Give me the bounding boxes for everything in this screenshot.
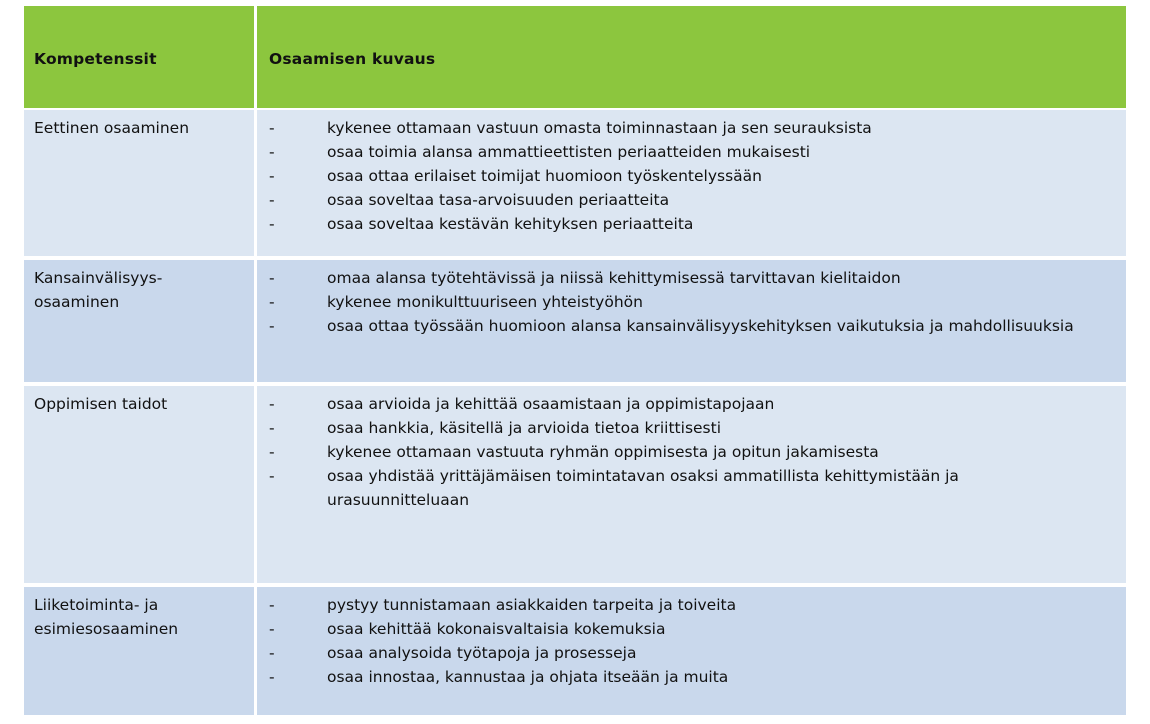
table-row bbox=[24, 256, 1126, 382]
item-text: kykenee monikulttuuriseen yhteistyöhön bbox=[327, 293, 643, 311]
list-item bbox=[269, 140, 1126, 164]
bullet-dash: - bbox=[269, 467, 275, 485]
item-text: osaa soveltaa tasa-arvoisuuden periaatteita bbox=[327, 191, 670, 209]
list-item bbox=[269, 392, 1126, 416]
list-item bbox=[269, 314, 1126, 338]
bullet-dash: - bbox=[269, 644, 275, 662]
bullet-dash: - bbox=[269, 293, 275, 311]
description-cell bbox=[254, 587, 1126, 715]
list-item bbox=[269, 593, 1126, 617]
bullet-dash: - bbox=[269, 395, 275, 413]
table-row bbox=[24, 108, 1126, 256]
item-text: kykenee ottamaan vastuun omasta toiminnastaan ja sen seurauksista bbox=[327, 119, 872, 137]
table-header-row bbox=[24, 6, 1126, 108]
item-text: osaa hankkia, käsitellä ja arvioida tietoa kriittisesti bbox=[327, 419, 722, 437]
list-item bbox=[269, 641, 1126, 665]
bullet-dash: - bbox=[269, 167, 275, 185]
description-cell bbox=[254, 386, 1126, 583]
table-row bbox=[24, 583, 1126, 715]
description-cell bbox=[254, 260, 1126, 382]
list-item bbox=[269, 266, 1126, 290]
bullet-dash: - bbox=[269, 668, 275, 686]
bullet-dash: - bbox=[269, 620, 275, 638]
competence-label: Kansainvälisyys- osaaminen bbox=[34, 269, 163, 311]
item-text: osaa yhdistää yrittäjämäisen toimintatavan osaksi ammatillista kehittymistään ja urasuunnitteluaan bbox=[327, 467, 959, 509]
bullet-dash: - bbox=[269, 119, 275, 137]
header-description: Osaamisen kuvaus bbox=[254, 6, 1126, 108]
table-row bbox=[24, 382, 1126, 583]
item-text: omaa alansa työtehtävissä ja niissä kehittymisessä tarvittavan kielitaidon bbox=[327, 269, 901, 287]
item-text: osaa kehittää kokonaisvaltaisia kokemuksia bbox=[327, 620, 666, 638]
list-item bbox=[269, 290, 1126, 314]
list-item bbox=[269, 440, 1126, 464]
bullet-dash: - bbox=[269, 419, 275, 437]
item-text: osaa innostaa, kannustaa ja ohjata itseään ja muita bbox=[327, 668, 729, 686]
item-text: osaa analysoida työtapoja ja prosesseja bbox=[327, 644, 637, 662]
list-item bbox=[269, 617, 1126, 641]
list-item bbox=[269, 116, 1126, 140]
list-item bbox=[269, 665, 1126, 689]
competence-label: Eettinen osaaminen bbox=[34, 119, 190, 137]
bullet-dash: - bbox=[269, 443, 275, 461]
item-text: osaa ottaa erilaiset toimijat huomioon työskentelyssään bbox=[327, 167, 762, 185]
bullet-dash: - bbox=[269, 269, 275, 287]
header-competences: Kompetenssit bbox=[34, 50, 157, 68]
competence-table bbox=[24, 6, 1126, 715]
item-text: osaa soveltaa kestävän kehityksen periaatteita bbox=[327, 215, 694, 233]
list-item bbox=[269, 188, 1126, 212]
competence-label: Oppimisen taidot bbox=[34, 395, 168, 413]
list-item bbox=[269, 212, 1126, 236]
list-item bbox=[269, 416, 1126, 440]
bullet-dash: - bbox=[269, 317, 275, 335]
list-item bbox=[269, 164, 1126, 188]
list-item bbox=[269, 464, 1126, 512]
item-text: osaa ottaa työssään huomioon alansa kansainvälisyyskehityksen vaikutuksia ja mahdollisuuksia bbox=[327, 317, 1074, 335]
item-text: kykenee ottamaan vastuuta ryhmän oppimisesta ja opitun jakamisesta bbox=[327, 443, 879, 461]
item-text: pystyy tunnistamaan asiakkaiden tarpeita ja toiveita bbox=[327, 596, 737, 614]
description-cell bbox=[254, 110, 1126, 256]
item-text: osaa toimia alansa ammattieettisten periaatteiden mukaisesti bbox=[327, 143, 811, 161]
item-text: osaa arvioida ja kehittää osaamistaan ja oppimistapojaan bbox=[327, 395, 775, 413]
bullet-dash: - bbox=[269, 191, 275, 209]
bullet-dash: - bbox=[269, 596, 275, 614]
competence-label: Liiketoiminta- ja esimiesosaaminen bbox=[34, 596, 179, 638]
bullet-dash: - bbox=[269, 143, 275, 161]
bullet-dash: - bbox=[269, 215, 275, 233]
